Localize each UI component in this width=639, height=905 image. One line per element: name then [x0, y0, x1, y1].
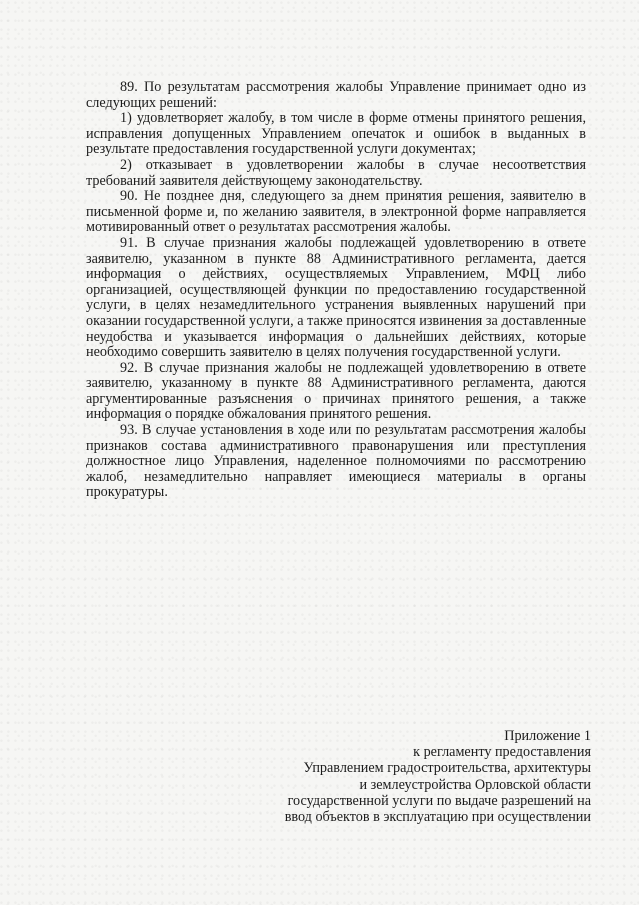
paragraph-93: 93. В случае установления в ходе или по результатам рассмотрения жалобы признаков состава административного правонарушения или преступления должностное лицо Управления, наделенное полномочиями по рассмотрению жалоб, незамедлительно направляет имеющиеся материалы в органы прокуратуры.	[86, 422, 586, 501]
paragraph-89-item-1: 1) удовлетворяет жалобу, в том числе в форме отмены принятого решения, исправления допущенных Управлением опечаток и ошибок в выданных в результате предоставления государственной услуги документах;	[86, 110, 586, 158]
paragraph-89: 89. По результатам рассмотрения жалобы Управление принимает одно из следующих решений:	[86, 79, 586, 111]
paragraph-89-item-2: 2) отказывает в удовлетворении жалобы в случае несоответствия требований заявителя действующему законодательству.	[86, 156, 586, 189]
appendix-line: Управлением градостроительства, архитектуры	[303, 760, 591, 777]
paragraph-91: 91. В случае признания жалобы подлежащей удовлетворению в ответе заявителю, указанном в пункте 88 Административного регламента, дается информация о действиях, осуществляемых Управлением, МФЦ либо организацией, осуществляющей функции по предоставлению государственной услуги, в целях незамедлительного устранения выявленных нарушений при оказании государственной услуги, а также приносятся извинения за доставленные неудобства и указывается информация о дальнейших действиях, которые необходимо совершить заявителю в целях получения государственной услуги.	[86, 234, 586, 361]
appendix-title: Приложение 1	[504, 728, 591, 744]
appendix-line: ввод объектов в эксплуатацию при осуществлении	[284, 809, 591, 826]
appendix-line: государственной услуги по выдаче разрешений на	[287, 792, 591, 809]
appendix-line: и землеустройства Орловской области	[359, 776, 591, 793]
paragraph-90: 90. Не позднее дня, следующего за днем принятия решения, заявителю в письменной форме и, по желанию заявителя, в электронной форме направляется мотивированный ответ о результатах рассмотрения жалобы.	[86, 188, 586, 236]
document-body	[86, 80, 586, 501]
paragraph-92: 92. В случае признания жалобы не подлежащей удовлетворению в ответе заявителю, указанному в пункте 88 Административного регламента, даются аргументированные разъяснения о причинах принятого решения, а также информация о порядке обжалования принятого решения.	[86, 359, 586, 423]
appendix-line: к регламенту предоставления	[413, 744, 591, 761]
appendix-header	[251, 728, 591, 825]
